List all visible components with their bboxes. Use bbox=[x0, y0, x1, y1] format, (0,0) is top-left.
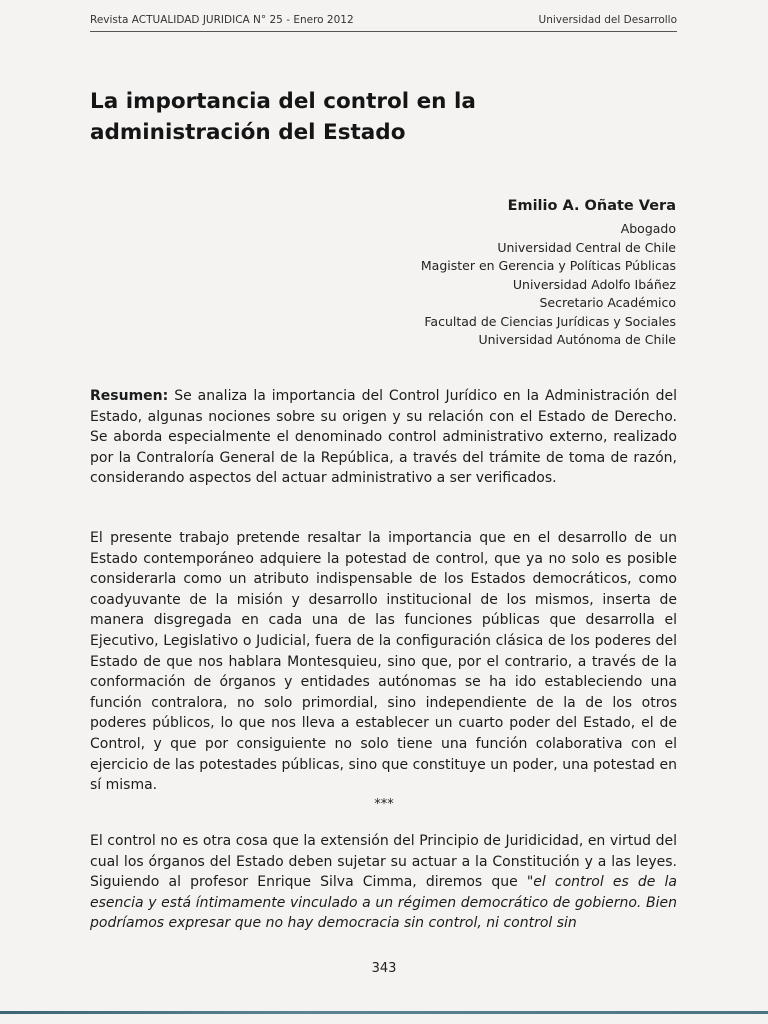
abstract-text: Se analiza la importancia del Control Jurídico en la Administración del Estado, algunas nociones sobre su origen y su relación con el Estado de Derecho. Se aborda especialmente el denominado control administrativo externo, realizado por la Contraloría General de la República, a través del trámite de toma de razón, considerando aspectos del actuar administrativo a ser verificados. bbox=[90, 388, 677, 487]
affiliation-line: Magister en Gerencia y Políticas Públicas bbox=[420, 258, 676, 273]
section-separator: *** bbox=[374, 797, 394, 812]
paragraph-text: El control no es otra cosa que la extensión del Principio de Juridicidad, en virtud del cual los órganos del Estado deben sujetar su actuar a la Constitución y a las leyes. Siguiendo al profesor Enrique Silva Cimma, diremos que bbox=[90, 833, 677, 891]
running-header bbox=[90, 14, 677, 32]
quoted-text: "el control es de la esencia y está íntimamente vinculado a un régimen democrático de gobierno. Bien podríamos expresar que no hay democracia sin control, ni control sin bbox=[90, 874, 677, 932]
affiliation-line: Universidad Autónoma de Chile bbox=[478, 332, 676, 347]
author-block bbox=[421, 198, 676, 350]
affiliation-line: Universidad Adolfo Ibáñez bbox=[512, 276, 676, 292]
body-paragraph: El presente trabajo pretende resaltar la importancia que en el desarrollo de un Estado contemporáneo adquiere la potestad de control, que ya no solo es posible considerarla como un atributo indispensable de los Estados democráticos, como coadyuvante de la misión y desarrollo institucional de los mismos, inserta de manera disgregada en cada una de las funciones públicas que desarrolla el Ejecutivo, Legislativo o Judicial, fuera de la configuración clásica de los poderes del Estado de que nos hablara Montesquieu, sino que, por el contrario, a través de la conformación de órganos y entidades autónomas se ha ido estableciendo una función contralora, no solo primordial, sino independiente de la de los otros poderes públicos, lo que nos lleva a establecer un cuarto poder del Estado, el de Control, y que por consiguiente no solo tiene una función colaborativa con el ejercicio de las potestades públicas, sino que constituye un poder, una potestad en sí misma. bbox=[90, 530, 677, 794]
body-paragraph bbox=[90, 831, 677, 934]
abstract bbox=[90, 386, 677, 489]
affiliation-line: Secretario Académico bbox=[539, 295, 676, 310]
journal-name: Revista ACTUALIDAD JURIDICA N° 25 - Enero 2012 bbox=[90, 14, 354, 26]
abstract-label: Resumen: bbox=[90, 388, 169, 404]
author-name: Emilio A. Oñate Vera bbox=[507, 198, 676, 214]
page-number: 343 bbox=[371, 961, 397, 976]
article-title: La importancia del control en la administración del Estado bbox=[90, 89, 476, 145]
affiliation-line: Facultad de Ciencias Jurídicas y Sociales bbox=[424, 313, 676, 329]
affiliation-line: Universidad Central de Chile bbox=[497, 239, 676, 255]
affiliation-line: Abogado bbox=[620, 221, 676, 236]
university-name: Universidad del Desarrollo bbox=[538, 14, 677, 26]
footer-rule bbox=[0, 1011, 768, 1014]
